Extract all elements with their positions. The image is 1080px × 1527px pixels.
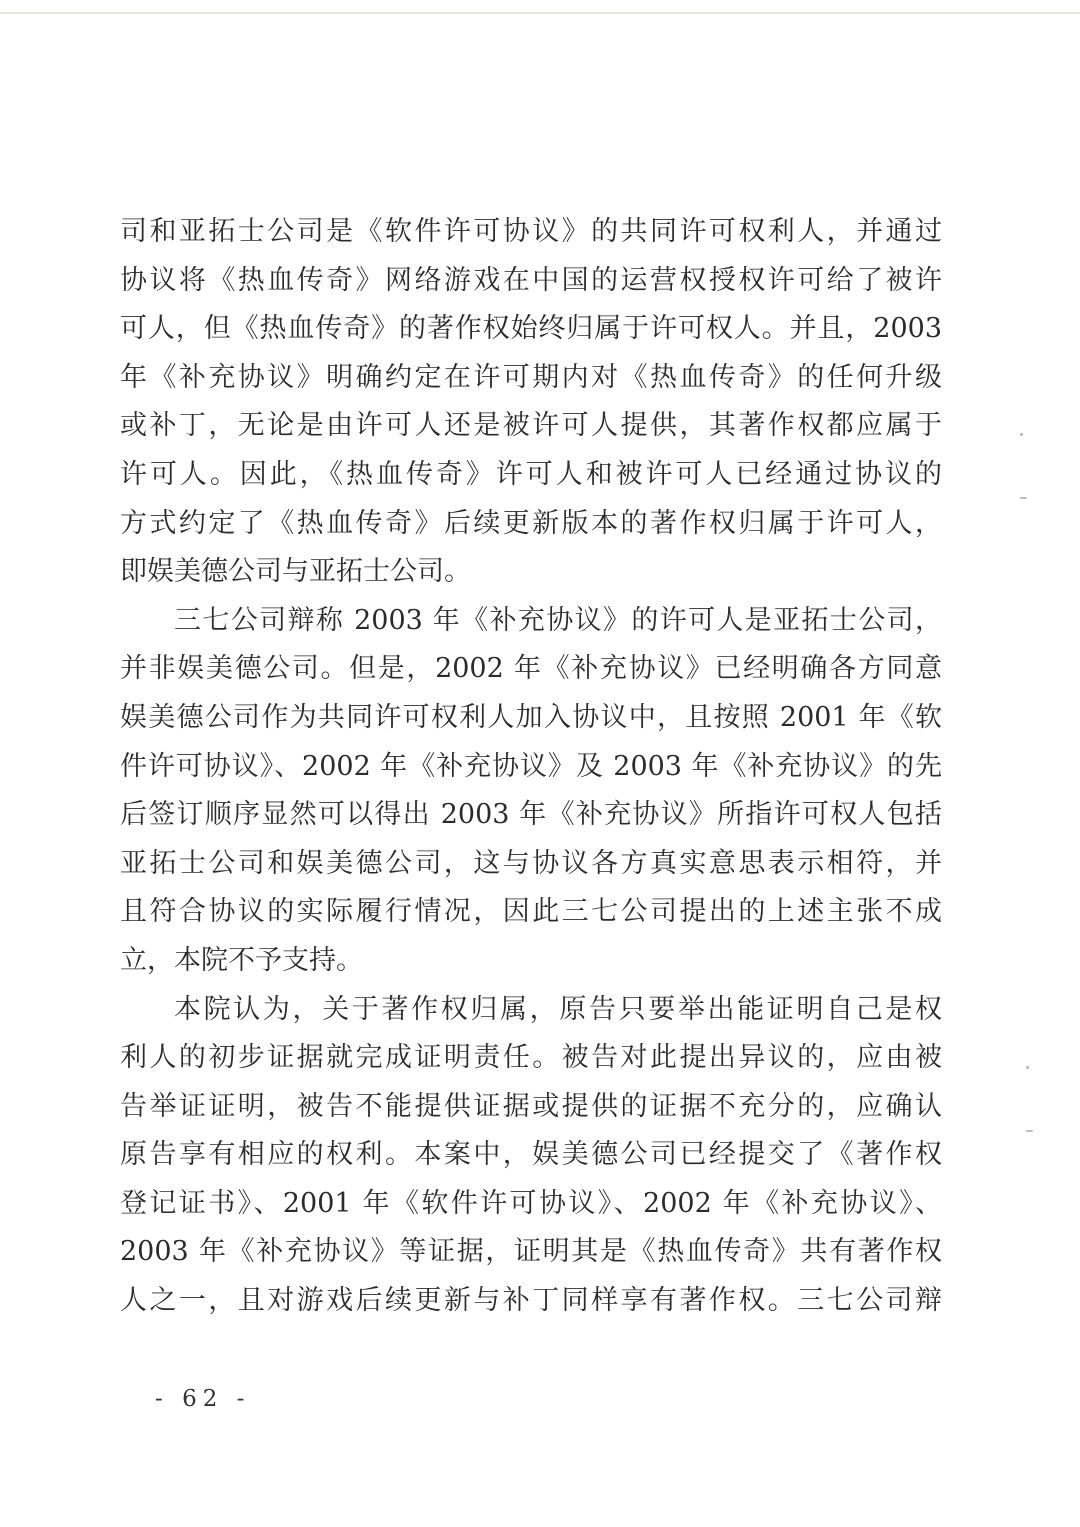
scan-speck bbox=[1020, 497, 1027, 499]
body-line: 登记证书》、2001 年《软件许可协议》、2002 年《补充协议》、 bbox=[120, 1187, 942, 1219]
body-line: 亚拓士公司和娱美德公司，这与协议各方真实意思表示相符，并 bbox=[120, 847, 942, 879]
body-line: 件许可协议》、2002 年《补充协议》及 2003 年《补充协议》的先 bbox=[120, 750, 942, 782]
body-line: 原告享有相应的权利。本案中，娱美德公司已经提交了《著作权 bbox=[120, 1139, 942, 1171]
body-line: 即娱美德公司与亚拓士公司。 bbox=[120, 556, 471, 588]
document-body bbox=[120, 208, 942, 1326]
body-line: 协议将《热血传奇》网络游戏在中国的运营权授权许可给了被许 bbox=[120, 264, 942, 296]
body-line: 许可人。因此，《热血传奇》许可人和被许可人已经通过协议的 bbox=[120, 458, 942, 490]
body-line: 利人的初步证据就完成证明责任。被告对此提出异议的，应由被 bbox=[120, 1042, 942, 1074]
scan-speck bbox=[1026, 1130, 1033, 1132]
paragraph-first-line: 三七公司辩称 2003 年《补充协议》的许可人是亚拓士公司， bbox=[174, 604, 942, 636]
scan-speck bbox=[1020, 433, 1023, 436]
body-line: 或补丁，无论是由许可人还是被许可人提供，其著作权都应属于 bbox=[120, 410, 942, 442]
body-line: 后签订顺序显然可以得出 2003 年《补充协议》所指许可权人包括 bbox=[120, 799, 942, 831]
body-line: 并非娱美德公司。但是，2002 年《补充协议》已经明确各方同意 bbox=[120, 653, 942, 685]
paragraph-first-line: 本院认为，关于著作权归属，原告只要举出能证明自己是权 bbox=[174, 993, 942, 1025]
page-top-edge bbox=[0, 12, 1080, 14]
body-line: 且符合协议的实际履行情况，因此三七公司提出的上述主张不成 bbox=[120, 896, 942, 928]
body-line: 人之一，且对游戏后续更新与补丁同样享有著作权。三七公司辩 bbox=[120, 1285, 942, 1317]
body-line: 年《补充协议》明确约定在许可期内对《热血传奇》的任何升级 bbox=[120, 361, 942, 393]
body-line: 可人，但《热血传奇》的著作权始终归属于许可权人。并且，2003 bbox=[120, 313, 942, 345]
body-line: 立，本院不予支持。 bbox=[120, 944, 363, 976]
body-line: 司和亚拓士公司是《软件许可协议》的共同许可权利人，并通过 bbox=[120, 216, 942, 247]
scan-speck bbox=[1026, 1066, 1029, 1069]
page-number: - 62 - bbox=[155, 1386, 251, 1412]
body-line: 告举证证明，被告不能提供证据或提供的证据不充分的，应确认 bbox=[120, 1090, 942, 1122]
body-line: 2003 年《补充协议》等证据，证明其是《热血传奇》共有著作权 bbox=[120, 1236, 942, 1268]
body-line: 方式约定了《热血传奇》后续更新版本的著作权归属于许可人， bbox=[120, 507, 942, 539]
body-line: 娱美德公司作为共同许可权利人加入协议中，且按照 2001 年《软 bbox=[120, 701, 942, 733]
